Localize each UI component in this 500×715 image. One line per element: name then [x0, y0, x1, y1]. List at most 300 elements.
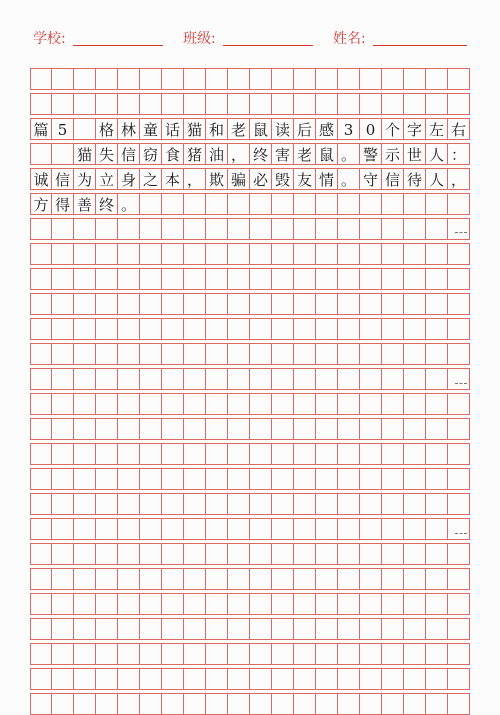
grid-cell[interactable]: [74, 518, 96, 540]
grid-cell[interactable]: [294, 493, 316, 515]
grid-cell[interactable]: [228, 318, 250, 340]
grid-cell[interactable]: [294, 343, 316, 365]
grid-cell[interactable]: [338, 618, 360, 640]
grid-cell[interactable]: [162, 543, 184, 565]
grid-cell[interactable]: 之: [140, 168, 162, 190]
grid-cell[interactable]: [338, 368, 360, 390]
grid-cell[interactable]: [184, 593, 206, 615]
grid-cell[interactable]: [228, 443, 250, 465]
grid-cell[interactable]: [294, 643, 316, 665]
grid-cell[interactable]: [74, 268, 96, 290]
grid-cell[interactable]: [96, 468, 118, 490]
grid-cell[interactable]: 人: [426, 168, 448, 190]
grid-cell[interactable]: 窃: [140, 143, 162, 165]
grid-cell[interactable]: [404, 218, 426, 240]
grid-cell[interactable]: [360, 343, 382, 365]
grid-cell[interactable]: [426, 568, 448, 590]
grid-cell[interactable]: [118, 493, 140, 515]
grid-cell[interactable]: [228, 518, 250, 540]
grid-cell[interactable]: [52, 543, 74, 565]
grid-cell[interactable]: [316, 243, 338, 265]
grid-cell[interactable]: [30, 418, 52, 440]
grid-cell[interactable]: [404, 68, 426, 90]
grid-cell[interactable]: [404, 568, 426, 590]
grid-cell[interactable]: [52, 343, 74, 365]
grid-cell[interactable]: [52, 593, 74, 615]
grid-cell[interactable]: [162, 318, 184, 340]
grid-cell[interactable]: [338, 668, 360, 690]
grid-cell[interactable]: [294, 68, 316, 90]
grid-cell[interactable]: [250, 268, 272, 290]
grid-cell[interactable]: [426, 643, 448, 665]
grid-cell[interactable]: [250, 493, 272, 515]
grid-cell[interactable]: [140, 493, 162, 515]
grid-cell[interactable]: 守: [360, 168, 382, 190]
grid-cell[interactable]: [448, 518, 470, 540]
grid-cell[interactable]: [118, 68, 140, 90]
grid-cell[interactable]: [30, 218, 52, 240]
grid-cell[interactable]: [272, 668, 294, 690]
grid-cell[interactable]: [206, 343, 228, 365]
grid-cell[interactable]: [74, 668, 96, 690]
grid-cell[interactable]: [316, 318, 338, 340]
grid-cell[interactable]: [360, 668, 382, 690]
grid-cell[interactable]: [52, 268, 74, 290]
grid-cell[interactable]: [338, 568, 360, 590]
grid-cell[interactable]: [360, 268, 382, 290]
grid-cell[interactable]: [272, 593, 294, 615]
grid-cell[interactable]: [382, 468, 404, 490]
grid-cell[interactable]: [162, 218, 184, 240]
grid-cell[interactable]: [294, 668, 316, 690]
grid-cell[interactable]: [52, 518, 74, 540]
grid-cell[interactable]: 老: [228, 118, 250, 140]
grid-cell[interactable]: [228, 393, 250, 415]
grid-cell[interactable]: [360, 368, 382, 390]
grid-cell[interactable]: [382, 493, 404, 515]
grid-cell[interactable]: [316, 593, 338, 615]
grid-cell[interactable]: [206, 443, 228, 465]
grid-cell[interactable]: [316, 418, 338, 440]
grid-cell[interactable]: [162, 493, 184, 515]
grid-cell[interactable]: [448, 293, 470, 315]
grid-cell[interactable]: [96, 93, 118, 115]
grid-cell[interactable]: [448, 643, 470, 665]
grid-cell[interactable]: [338, 643, 360, 665]
grid-cell[interactable]: [272, 343, 294, 365]
grid-cell[interactable]: 猪: [184, 143, 206, 165]
grid-cell[interactable]: [30, 618, 52, 640]
grid-cell[interactable]: [426, 468, 448, 490]
grid-cell[interactable]: [162, 518, 184, 540]
grid-cell[interactable]: [338, 93, 360, 115]
grid-cell[interactable]: [448, 393, 470, 415]
grid-cell[interactable]: [52, 568, 74, 590]
grid-cell[interactable]: [140, 293, 162, 315]
grid-cell[interactable]: [206, 543, 228, 565]
grid-cell[interactable]: [448, 418, 470, 440]
grid-cell[interactable]: 和: [206, 118, 228, 140]
grid-cell[interactable]: [360, 293, 382, 315]
grid-cell[interactable]: [316, 643, 338, 665]
grid-cell[interactable]: [316, 518, 338, 540]
grid-cell[interactable]: [250, 668, 272, 690]
grid-cell[interactable]: [404, 668, 426, 690]
grid-cell[interactable]: 林: [118, 118, 140, 140]
grid-cell[interactable]: [162, 243, 184, 265]
grid-cell[interactable]: [338, 193, 360, 215]
grid-cell[interactable]: 失: [96, 143, 118, 165]
grid-cell[interactable]: 信: [382, 168, 404, 190]
grid-cell[interactable]: [382, 518, 404, 540]
grid-cell[interactable]: [316, 568, 338, 590]
grid-cell[interactable]: [404, 268, 426, 290]
grid-cell[interactable]: [96, 418, 118, 440]
grid-cell[interactable]: [184, 618, 206, 640]
grid-cell[interactable]: [382, 393, 404, 415]
grid-cell[interactable]: [250, 393, 272, 415]
grid-cell[interactable]: [140, 643, 162, 665]
grid-cell[interactable]: [74, 368, 96, 390]
grid-cell[interactable]: ，: [228, 143, 250, 165]
grid-cell[interactable]: [228, 293, 250, 315]
grid-cell[interactable]: [184, 393, 206, 415]
grid-cell[interactable]: [140, 368, 162, 390]
grid-cell[interactable]: 。: [118, 193, 140, 215]
grid-cell[interactable]: [316, 468, 338, 490]
grid-cell[interactable]: [96, 218, 118, 240]
grid-cell[interactable]: [316, 668, 338, 690]
grid-cell[interactable]: [228, 618, 250, 640]
grid-cell[interactable]: [206, 518, 228, 540]
grid-cell[interactable]: [382, 243, 404, 265]
grid-cell[interactable]: 方: [30, 193, 52, 215]
grid-cell[interactable]: [30, 543, 52, 565]
grid-cell[interactable]: [250, 293, 272, 315]
grid-cell[interactable]: [96, 368, 118, 390]
grid-cell[interactable]: [316, 443, 338, 465]
grid-cell[interactable]: [448, 368, 470, 390]
grid-cell[interactable]: 个: [382, 118, 404, 140]
grid-cell[interactable]: [140, 343, 162, 365]
grid-cell[interactable]: [228, 493, 250, 515]
grid-cell[interactable]: [294, 193, 316, 215]
grid-cell[interactable]: [140, 518, 162, 540]
grid-cell[interactable]: [316, 218, 338, 240]
grid-cell[interactable]: [96, 293, 118, 315]
grid-cell[interactable]: [382, 93, 404, 115]
grid-cell[interactable]: [294, 393, 316, 415]
school-blank-line[interactable]: [73, 45, 163, 46]
grid-cell[interactable]: [360, 93, 382, 115]
grid-cell[interactable]: [52, 218, 74, 240]
grid-cell[interactable]: [96, 593, 118, 615]
grid-cell[interactable]: [140, 568, 162, 590]
grid-cell[interactable]: [52, 468, 74, 490]
grid-cell[interactable]: [228, 193, 250, 215]
grid-cell[interactable]: [74, 68, 96, 90]
grid-cell[interactable]: [382, 193, 404, 215]
grid-cell[interactable]: [184, 193, 206, 215]
grid-cell[interactable]: 右: [448, 118, 470, 140]
grid-cell[interactable]: [184, 218, 206, 240]
grid-cell[interactable]: [382, 443, 404, 465]
grid-cell[interactable]: [162, 68, 184, 90]
grid-cell[interactable]: [206, 418, 228, 440]
grid-cell[interactable]: [184, 568, 206, 590]
grid-cell[interactable]: [404, 543, 426, 565]
grid-cell[interactable]: [338, 418, 360, 440]
grid-cell[interactable]: [30, 243, 52, 265]
grid-cell[interactable]: [404, 343, 426, 365]
grid-cell[interactable]: [206, 193, 228, 215]
grid-cell[interactable]: [228, 418, 250, 440]
grid-cell[interactable]: [118, 393, 140, 415]
grid-cell[interactable]: [272, 93, 294, 115]
grid-cell[interactable]: [360, 443, 382, 465]
grid-cell[interactable]: [140, 543, 162, 565]
grid-cell[interactable]: [184, 318, 206, 340]
grid-cell[interactable]: [228, 468, 250, 490]
grid-cell[interactable]: [360, 318, 382, 340]
grid-cell[interactable]: 欺: [206, 168, 228, 190]
grid-cell[interactable]: 诚: [30, 168, 52, 190]
grid-cell[interactable]: [382, 218, 404, 240]
grid-cell[interactable]: [360, 218, 382, 240]
grid-cell[interactable]: [30, 393, 52, 415]
grid-cell[interactable]: [184, 243, 206, 265]
grid-cell[interactable]: [74, 218, 96, 240]
grid-cell[interactable]: [316, 293, 338, 315]
grid-cell[interactable]: [206, 493, 228, 515]
grid-cell[interactable]: [338, 443, 360, 465]
grid-cell[interactable]: [206, 268, 228, 290]
grid-cell[interactable]: [228, 568, 250, 590]
grid-cell[interactable]: [74, 593, 96, 615]
grid-cell[interactable]: [448, 593, 470, 615]
grid-cell[interactable]: [140, 593, 162, 615]
grid-cell[interactable]: 示: [382, 143, 404, 165]
grid-cell[interactable]: [338, 68, 360, 90]
grid-cell[interactable]: [140, 218, 162, 240]
grid-cell[interactable]: [74, 93, 96, 115]
grid-cell[interactable]: [272, 568, 294, 590]
grid-cell[interactable]: [272, 543, 294, 565]
grid-cell[interactable]: [30, 68, 52, 90]
grid-cell[interactable]: [426, 668, 448, 690]
grid-cell[interactable]: [316, 268, 338, 290]
grid-cell[interactable]: [338, 318, 360, 340]
grid-cell[interactable]: 。: [338, 168, 360, 190]
grid-cell[interactable]: [360, 68, 382, 90]
grid-cell[interactable]: [162, 93, 184, 115]
grid-cell[interactable]: [140, 68, 162, 90]
grid-cell[interactable]: [140, 318, 162, 340]
grid-cell[interactable]: [52, 418, 74, 440]
grid-cell[interactable]: [338, 343, 360, 365]
grid-cell[interactable]: [184, 343, 206, 365]
grid-cell[interactable]: [184, 443, 206, 465]
grid-cell[interactable]: [404, 93, 426, 115]
grid-cell[interactable]: [30, 493, 52, 515]
grid-cell[interactable]: [30, 93, 52, 115]
grid-cell[interactable]: [140, 243, 162, 265]
grid-cell[interactable]: [426, 318, 448, 340]
grid-cell[interactable]: [30, 293, 52, 315]
grid-cell[interactable]: [316, 393, 338, 415]
grid-cell[interactable]: [404, 193, 426, 215]
grid-cell[interactable]: [52, 493, 74, 515]
grid-cell[interactable]: ：: [448, 143, 470, 165]
grid-cell[interactable]: 身: [118, 168, 140, 190]
grid-cell[interactable]: [448, 493, 470, 515]
grid-cell[interactable]: 必: [250, 168, 272, 190]
grid-cell[interactable]: [338, 543, 360, 565]
grid-cell[interactable]: [272, 618, 294, 640]
grid-cell[interactable]: [272, 443, 294, 465]
grid-cell[interactable]: [404, 318, 426, 340]
grid-cell[interactable]: [448, 218, 470, 240]
grid-cell[interactable]: [360, 643, 382, 665]
grid-cell[interactable]: [96, 668, 118, 690]
grid-cell[interactable]: [96, 68, 118, 90]
grid-cell[interactable]: [30, 143, 52, 165]
grid-cell[interactable]: [74, 418, 96, 440]
grid-cell[interactable]: [448, 93, 470, 115]
grid-cell[interactable]: [294, 518, 316, 540]
grid-cell[interactable]: [426, 293, 448, 315]
grid-cell[interactable]: 善: [74, 193, 96, 215]
grid-cell[interactable]: ，: [448, 168, 470, 190]
grid-cell[interactable]: [382, 568, 404, 590]
grid-cell[interactable]: [250, 218, 272, 240]
grid-cell[interactable]: [338, 468, 360, 490]
grid-cell[interactable]: 情: [316, 168, 338, 190]
grid-cell[interactable]: [250, 593, 272, 615]
grid-cell[interactable]: [206, 218, 228, 240]
grid-cell[interactable]: [338, 593, 360, 615]
grid-cell[interactable]: [316, 618, 338, 640]
grid-cell[interactable]: [426, 393, 448, 415]
grid-cell[interactable]: [162, 643, 184, 665]
grid-cell[interactable]: [426, 493, 448, 515]
grid-cell[interactable]: [118, 318, 140, 340]
grid-cell[interactable]: [316, 543, 338, 565]
grid-cell[interactable]: [272, 268, 294, 290]
grid-cell[interactable]: [404, 243, 426, 265]
grid-cell[interactable]: 油: [206, 143, 228, 165]
grid-cell[interactable]: [426, 443, 448, 465]
grid-cell[interactable]: [294, 468, 316, 490]
grid-cell[interactable]: [404, 493, 426, 515]
grid-cell[interactable]: [360, 468, 382, 490]
grid-cell[interactable]: [250, 318, 272, 340]
grid-cell[interactable]: [294, 593, 316, 615]
grid-cell[interactable]: [272, 493, 294, 515]
grid-cell[interactable]: [52, 668, 74, 690]
grid-cell[interactable]: 3: [338, 118, 360, 140]
grid-cell[interactable]: [448, 268, 470, 290]
grid-cell[interactable]: [294, 243, 316, 265]
grid-cell[interactable]: 鼠: [316, 143, 338, 165]
grid-cell[interactable]: [316, 493, 338, 515]
grid-cell[interactable]: [184, 368, 206, 390]
grid-cell[interactable]: [448, 468, 470, 490]
grid-cell[interactable]: [52, 143, 74, 165]
grid-cell[interactable]: [52, 68, 74, 90]
grid-cell[interactable]: [206, 568, 228, 590]
grid-cell[interactable]: [52, 368, 74, 390]
grid-cell[interactable]: [118, 243, 140, 265]
grid-cell[interactable]: [140, 93, 162, 115]
grid-cell[interactable]: [184, 293, 206, 315]
grid-cell[interactable]: 食: [162, 143, 184, 165]
grid-cell[interactable]: [162, 393, 184, 415]
grid-cell[interactable]: [30, 518, 52, 540]
grid-cell[interactable]: [228, 343, 250, 365]
grid-cell[interactable]: [96, 493, 118, 515]
grid-cell[interactable]: [272, 393, 294, 415]
grid-cell[interactable]: [316, 343, 338, 365]
grid-cell[interactable]: [382, 593, 404, 615]
grid-cell[interactable]: [118, 543, 140, 565]
grid-cell[interactable]: [228, 643, 250, 665]
grid-cell[interactable]: [96, 618, 118, 640]
grid-cell[interactable]: [52, 93, 74, 115]
grid-cell[interactable]: [338, 268, 360, 290]
grid-cell[interactable]: [294, 568, 316, 590]
grid-cell[interactable]: [162, 568, 184, 590]
grid-cell[interactable]: [250, 443, 272, 465]
grid-cell[interactable]: 为: [74, 168, 96, 190]
grid-cell[interactable]: [272, 68, 294, 90]
grid-cell[interactable]: [426, 593, 448, 615]
grid-cell[interactable]: [382, 268, 404, 290]
grid-cell[interactable]: [162, 268, 184, 290]
grid-cell[interactable]: [118, 518, 140, 540]
grid-cell[interactable]: [96, 643, 118, 665]
grid-cell[interactable]: [250, 543, 272, 565]
grid-cell[interactable]: [184, 493, 206, 515]
grid-cell[interactable]: [426, 68, 448, 90]
grid-cell[interactable]: [140, 618, 162, 640]
grid-cell[interactable]: 0: [360, 118, 382, 140]
grid-cell[interactable]: [74, 493, 96, 515]
grid-cell[interactable]: 读: [272, 118, 294, 140]
grid-cell[interactable]: [448, 318, 470, 340]
grid-cell[interactable]: [338, 493, 360, 515]
grid-cell[interactable]: [184, 468, 206, 490]
class-blank-line[interactable]: [223, 45, 313, 46]
grid-cell[interactable]: [162, 468, 184, 490]
grid-cell[interactable]: [250, 93, 272, 115]
grid-cell[interactable]: [52, 618, 74, 640]
grid-cell[interactable]: ，: [184, 168, 206, 190]
grid-cell[interactable]: [162, 343, 184, 365]
grid-cell[interactable]: [118, 568, 140, 590]
grid-cell[interactable]: [74, 568, 96, 590]
grid-cell[interactable]: [382, 618, 404, 640]
grid-cell[interactable]: [228, 593, 250, 615]
grid-cell[interactable]: [228, 68, 250, 90]
grid-cell[interactable]: [162, 593, 184, 615]
grid-cell[interactable]: [316, 68, 338, 90]
grid-cell[interactable]: [294, 543, 316, 565]
grid-cell[interactable]: [162, 193, 184, 215]
grid-cell[interactable]: [382, 368, 404, 390]
grid-cell[interactable]: [184, 68, 206, 90]
grid-cell[interactable]: [206, 668, 228, 690]
